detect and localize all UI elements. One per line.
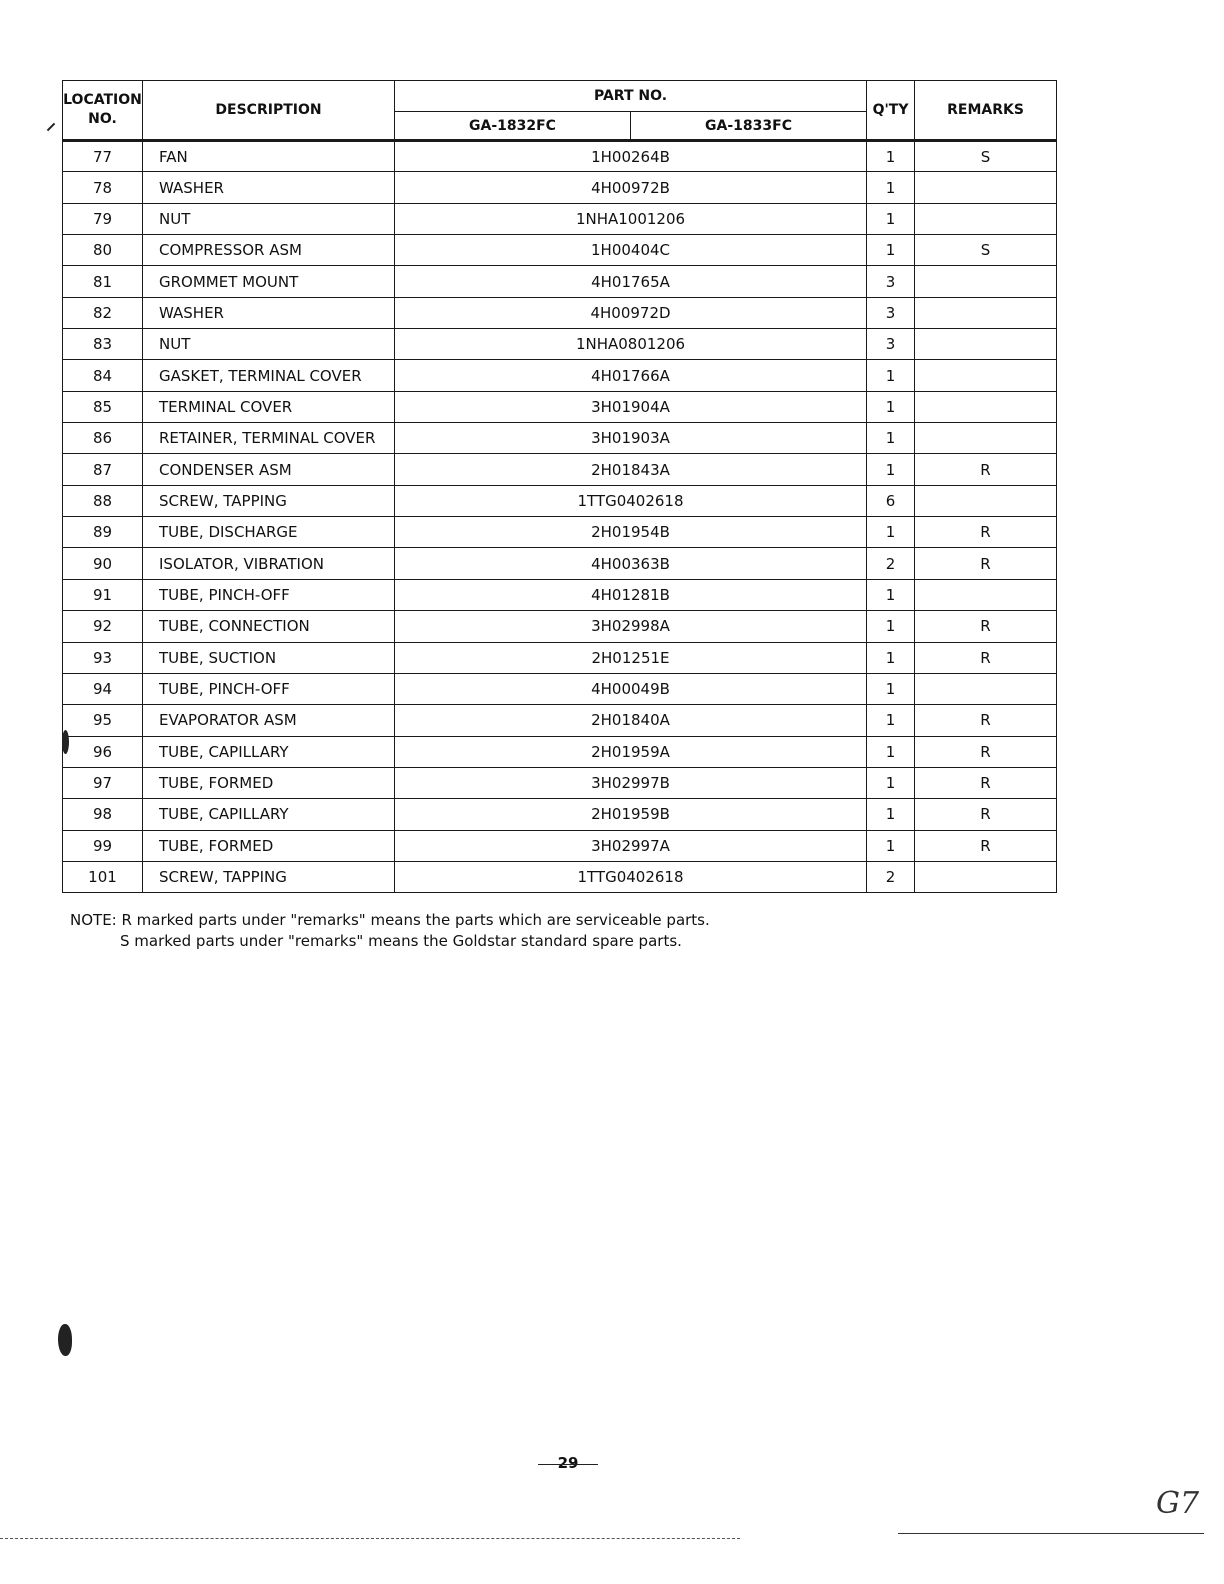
table-row <box>63 579 1057 610</box>
model-b-header: GA-1833FC <box>631 112 867 141</box>
location-cell: 82 <box>63 297 143 328</box>
part-number-cell: 3H02997B <box>395 767 867 798</box>
remarks-cell <box>915 266 1057 297</box>
qty-cell: 1 <box>867 360 915 391</box>
location-cell: 79 <box>63 203 143 234</box>
remarks-cell: R <box>915 705 1057 736</box>
remarks-cell: S <box>915 141 1057 172</box>
qty-cell: 1 <box>867 579 915 610</box>
qty-cell: 1 <box>867 203 915 234</box>
location-cell: 87 <box>63 454 143 485</box>
description-cell: WASHER <box>143 172 395 203</box>
remarks-cell: R <box>915 454 1057 485</box>
remarks-cell <box>915 673 1057 704</box>
description-cell: TUBE, DISCHARGE <box>143 517 395 548</box>
qty-cell: 1 <box>867 391 915 422</box>
ink-blot <box>58 1324 72 1356</box>
location-cell: 99 <box>63 830 143 861</box>
note-line-s: S marked parts under "remarks" means the Goldstar standard spare parts. <box>120 932 682 950</box>
description-cell: RETAINER, TERMINAL COVER <box>143 423 395 454</box>
table-row <box>63 485 1057 516</box>
table-row <box>63 861 1057 892</box>
part-number-cell: 4H00972B <box>395 172 867 203</box>
handwritten-mark: G7 <box>1156 1486 1200 1521</box>
qty-cell: 1 <box>867 517 915 548</box>
bottom-rule-right <box>898 1533 1204 1534</box>
table-row <box>63 297 1057 328</box>
part-number-cell: 2H01843A <box>395 454 867 485</box>
table-row <box>63 391 1057 422</box>
table-row <box>63 799 1057 830</box>
part-number-cell: 1H00404C <box>395 235 867 266</box>
remarks-cell: R <box>915 830 1057 861</box>
description-cell: ISOLATOR, VIBRATION <box>143 548 395 579</box>
remarks-cell <box>915 423 1057 454</box>
remarks-cell <box>915 360 1057 391</box>
table-row <box>63 266 1057 297</box>
table-row <box>63 767 1057 798</box>
location-cell: 89 <box>63 517 143 548</box>
remarks-cell <box>915 297 1057 328</box>
table-row <box>63 830 1057 861</box>
qty-header: Q'TY <box>867 81 915 141</box>
part-number-cell: 2H01954B <box>395 517 867 548</box>
part-number-cell: 2H01959B <box>395 799 867 830</box>
page-number: 29 <box>536 1454 600 1472</box>
part-number-cell: 2H01840A <box>395 705 867 736</box>
part-number-cell: 4H01281B <box>395 579 867 610</box>
location-cell: 81 <box>63 266 143 297</box>
remarks-cell <box>915 579 1057 610</box>
remarks-cell <box>915 861 1057 892</box>
description-header: DESCRIPTION <box>143 81 395 141</box>
qty-cell: 1 <box>867 767 915 798</box>
table-row <box>63 141 1057 172</box>
qty-cell: 1 <box>867 799 915 830</box>
table-row <box>63 235 1057 266</box>
qty-cell: 1 <box>867 172 915 203</box>
remarks-cell <box>915 485 1057 516</box>
part-number-cell: 4H00972D <box>395 297 867 328</box>
description-cell: CONDENSER ASM <box>143 454 395 485</box>
description-cell: FAN <box>143 141 395 172</box>
location-cell: 96 <box>63 736 143 767</box>
location-cell: 91 <box>63 579 143 610</box>
remarks-cell: S <box>915 235 1057 266</box>
description-cell: TUBE, FORMED <box>143 830 395 861</box>
parts-list-table <box>62 80 1057 893</box>
qty-cell: 1 <box>867 673 915 704</box>
qty-cell: 1 <box>867 830 915 861</box>
qty-cell: 1 <box>867 141 915 172</box>
part-number-cell: 4H00363B <box>395 548 867 579</box>
part-number-cell: 1TTG0402618 <box>395 485 867 516</box>
part-no-header: PART NO. <box>395 81 867 112</box>
qty-cell: 1 <box>867 705 915 736</box>
description-cell: NUT <box>143 203 395 234</box>
description-cell: TERMINAL COVER <box>143 391 395 422</box>
qty-cell: 1 <box>867 642 915 673</box>
table-row <box>63 423 1057 454</box>
part-number-cell: 1NHA0801206 <box>395 329 867 360</box>
location-cell: 80 <box>63 235 143 266</box>
part-number-cell: 1NHA1001206 <box>395 203 867 234</box>
remarks-cell: R <box>915 548 1057 579</box>
description-cell: NUT <box>143 329 395 360</box>
table-row <box>63 360 1057 391</box>
qty-cell: 1 <box>867 423 915 454</box>
remarks-cell <box>915 329 1057 360</box>
table-row <box>63 203 1057 234</box>
description-cell: COMPRESSOR ASM <box>143 235 395 266</box>
location-no-header-text: LOCATION NO. <box>63 92 142 127</box>
description-cell: SCREW, TAPPING <box>143 485 395 516</box>
location-cell: 77 <box>63 141 143 172</box>
remarks-cell <box>915 391 1057 422</box>
table-row <box>63 705 1057 736</box>
table-row <box>63 517 1057 548</box>
description-cell: EVAPORATOR ASM <box>143 705 395 736</box>
location-no-header <box>63 81 143 141</box>
description-cell: TUBE, CAPILLARY <box>143 736 395 767</box>
table-row <box>63 673 1057 704</box>
part-number-cell: 4H01766A <box>395 360 867 391</box>
remarks-cell: R <box>915 517 1057 548</box>
location-cell: 97 <box>63 767 143 798</box>
remarks-cell <box>915 172 1057 203</box>
qty-cell: 1 <box>867 454 915 485</box>
description-cell: TUBE, CONNECTION <box>143 611 395 642</box>
note-line-r: NOTE: R marked parts under "remarks" means the parts which are serviceable parts. <box>70 911 710 929</box>
location-cell: 92 <box>63 611 143 642</box>
qty-cell: 3 <box>867 266 915 297</box>
qty-cell: 2 <box>867 861 915 892</box>
bottom-rule-left <box>0 1538 740 1539</box>
location-cell: 98 <box>63 799 143 830</box>
part-number-cell: 3H01904A <box>395 391 867 422</box>
table-row <box>63 642 1057 673</box>
description-cell: TUBE, PINCH-OFF <box>143 673 395 704</box>
part-number-cell: 1TTG0402618 <box>395 861 867 892</box>
description-cell: TUBE, PINCH-OFF <box>143 579 395 610</box>
location-cell: 95 <box>63 705 143 736</box>
description-cell: GASKET, TERMINAL COVER <box>143 360 395 391</box>
qty-cell: 1 <box>867 235 915 266</box>
qty-cell: 3 <box>867 329 915 360</box>
remarks-cell: R <box>915 642 1057 673</box>
description-cell: TUBE, SUCTION <box>143 642 395 673</box>
table-row <box>63 548 1057 579</box>
description-cell: TUBE, FORMED <box>143 767 395 798</box>
remarks-note <box>70 910 710 952</box>
table-row <box>63 736 1057 767</box>
qty-cell: 1 <box>867 736 915 767</box>
qty-cell: 2 <box>867 548 915 579</box>
description-cell: SCREW, TAPPING <box>143 861 395 892</box>
location-cell: 86 <box>63 423 143 454</box>
location-cell: 90 <box>63 548 143 579</box>
part-number-cell: 3H02998A <box>395 611 867 642</box>
description-cell: TUBE, CAPILLARY <box>143 799 395 830</box>
part-number-cell: 2H01251E <box>395 642 867 673</box>
qty-cell: 1 <box>867 611 915 642</box>
part-number-cell: 4H00049B <box>395 673 867 704</box>
part-number-cell: 3H01903A <box>395 423 867 454</box>
remarks-cell: R <box>915 767 1057 798</box>
model-a-header: GA-1832FC <box>395 112 631 141</box>
table-row <box>63 611 1057 642</box>
location-cell: 85 <box>63 391 143 422</box>
location-cell: 101 <box>63 861 143 892</box>
table-row <box>63 454 1057 485</box>
part-number-cell: 1H00264B <box>395 141 867 172</box>
qty-cell: 3 <box>867 297 915 328</box>
description-cell: WASHER <box>143 297 395 328</box>
part-number-cell: 3H02997A <box>395 830 867 861</box>
remarks-cell: R <box>915 799 1057 830</box>
pen-tick-mark <box>47 123 55 131</box>
qty-cell: 6 <box>867 485 915 516</box>
part-number-cell: 4H01765A <box>395 266 867 297</box>
table-row <box>63 172 1057 203</box>
remarks-cell: R <box>915 611 1057 642</box>
punch-hole-mark <box>62 730 69 754</box>
remarks-header: REMARKS <box>915 81 1057 141</box>
remarks-cell <box>915 203 1057 234</box>
location-cell: 94 <box>63 673 143 704</box>
location-cell: 93 <box>63 642 143 673</box>
location-cell: 84 <box>63 360 143 391</box>
part-number-cell: 2H01959A <box>395 736 867 767</box>
remarks-cell: R <box>915 736 1057 767</box>
location-cell: 78 <box>63 172 143 203</box>
description-cell: GROMMET MOUNT <box>143 266 395 297</box>
table-row <box>63 329 1057 360</box>
location-cell: 83 <box>63 329 143 360</box>
location-cell: 88 <box>63 485 143 516</box>
